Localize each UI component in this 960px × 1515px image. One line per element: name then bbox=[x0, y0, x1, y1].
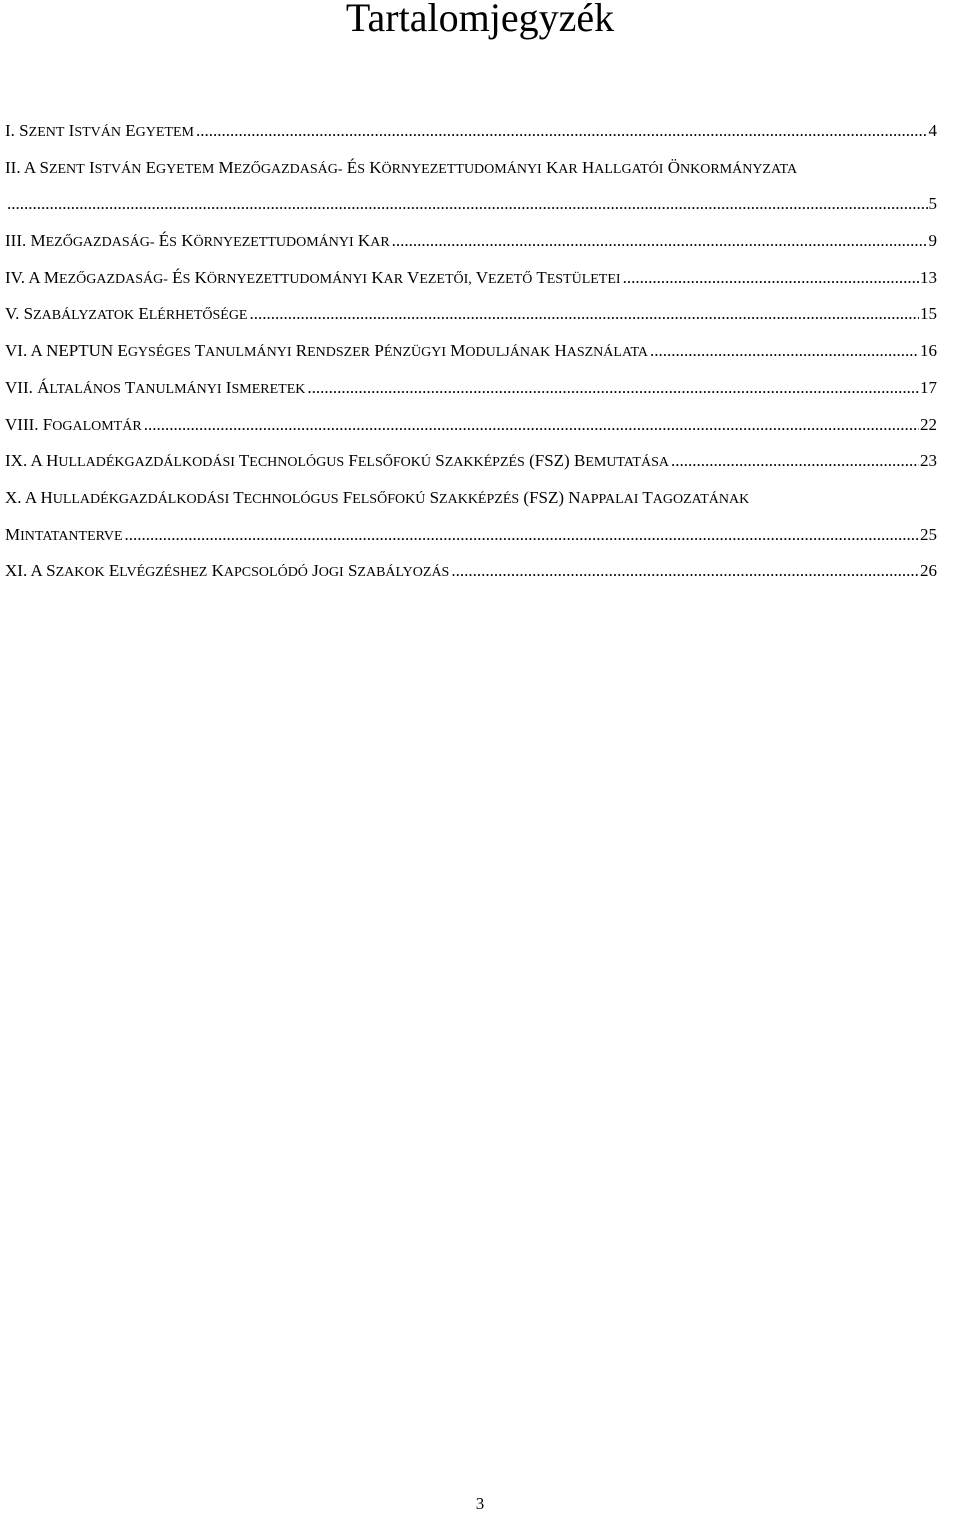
leader-dots bbox=[7, 186, 928, 223]
toc-page-number: 17 bbox=[920, 377, 937, 397]
toc-page-number: 4 bbox=[928, 121, 937, 140]
toc-entry-9[interactable] bbox=[5, 443, 937, 480]
toc-entry-6[interactable] bbox=[5, 333, 937, 370]
toc-entry-text: MINTATANTERVE bbox=[5, 524, 123, 544]
toc-entry-8[interactable] bbox=[5, 407, 937, 444]
toc-entry-text: VIII. FOGALOMTÁR bbox=[5, 414, 142, 434]
leader-dots bbox=[144, 407, 919, 444]
toc-entry-4[interactable] bbox=[5, 260, 937, 297]
table-of-contents bbox=[5, 113, 937, 590]
toc-entry-text: II. A SZENT ISTVÁN EGYETEM MEZŐGAZDASÁG- ÉS KÖRNYEZETTUDOMÁNYI KAR HALLGATÓI ÖNKORMÁNYZATA bbox=[5, 157, 798, 177]
toc-entry-text: V. SZABÁLYZATOK ELÉRHETŐSÉGE bbox=[5, 304, 248, 324]
leader-dots bbox=[671, 443, 919, 480]
toc-page-number: 5 bbox=[928, 194, 937, 214]
leader-dots bbox=[650, 333, 919, 370]
toc-entry-text: III. MEZŐGAZDASÁG- ÉS KÖRNYEZETTUDOMÁNYI KAR bbox=[5, 231, 390, 251]
toc-page-number: 13 bbox=[920, 267, 937, 287]
toc-entry-text: IX. A HULLADÉKGAZDÁLKODÁSI TECHNOLÓGUS FELSŐFOKÚ SZAKKÉPZÉS (FSZ) BEMUTATÁSA bbox=[5, 451, 669, 471]
toc-page-number: 16 bbox=[920, 341, 937, 361]
toc-page-number: 23 bbox=[920, 451, 937, 471]
leader-dots bbox=[196, 113, 928, 150]
leader-dots bbox=[623, 260, 919, 297]
toc-entry-2[interactable] bbox=[5, 150, 937, 187]
toc-page-number: 15 bbox=[920, 304, 937, 324]
toc-entry-10[interactable] bbox=[5, 480, 937, 517]
toc-entry-3[interactable] bbox=[5, 223, 937, 260]
toc-entry-text: X. A HULLADÉKGAZDÁLKODÁSI TECHNOLÓGUS FELSŐFOKÚ SZAKKÉPZÉS (FSZ) NAPPALAI TAGOZATÁNAK bbox=[5, 487, 750, 507]
toc-entry-7[interactable] bbox=[5, 370, 937, 407]
toc-page-number: 22 bbox=[920, 414, 937, 434]
toc-entry-1[interactable] bbox=[5, 113, 937, 150]
leader-dots bbox=[392, 223, 928, 260]
toc-entry-10-continuation[interactable] bbox=[5, 517, 937, 554]
toc-entry-text: I. SZENT ISTVÁN EGYETEM bbox=[5, 121, 194, 140]
toc-page-number: 9 bbox=[928, 231, 937, 251]
toc-page-number: 26 bbox=[920, 561, 937, 581]
leader-dots bbox=[125, 517, 919, 554]
page-title: Tartalomjegyzék bbox=[345, 0, 615, 40]
toc-entry-text: VII. ÁLTALÁNOS TANULMÁNYI ISMERETEK bbox=[5, 377, 306, 397]
toc-entry-text: VI. A NEPTUN EGYSÉGES TANULMÁNYI RENDSZER PÉNZÜGYI MODULJÁNAK HASZNÁLATA bbox=[5, 341, 649, 361]
toc-page-number: 25 bbox=[920, 524, 937, 544]
toc-entry-11[interactable] bbox=[5, 553, 937, 590]
leader-dots bbox=[451, 553, 919, 590]
leader-dots bbox=[249, 296, 919, 333]
toc-entry-2-continuation[interactable] bbox=[5, 186, 937, 223]
toc-entry-5[interactable] bbox=[5, 296, 937, 333]
page-number: 3 bbox=[475, 1494, 485, 1513]
toc-entry-text: IV. A MEZŐGAZDASÁG- ÉS KÖRNYEZETTUDOMÁNYI KAR VEZETŐI, VEZETŐ TESTÜLETEI bbox=[5, 267, 621, 287]
toc-entry-text: XI. A SZAKOK ELVÉGZÉSHEZ KAPCSOLÓDÓ JOGI SZABÁLYOZÁS bbox=[5, 561, 450, 581]
leader-dots bbox=[307, 370, 919, 407]
